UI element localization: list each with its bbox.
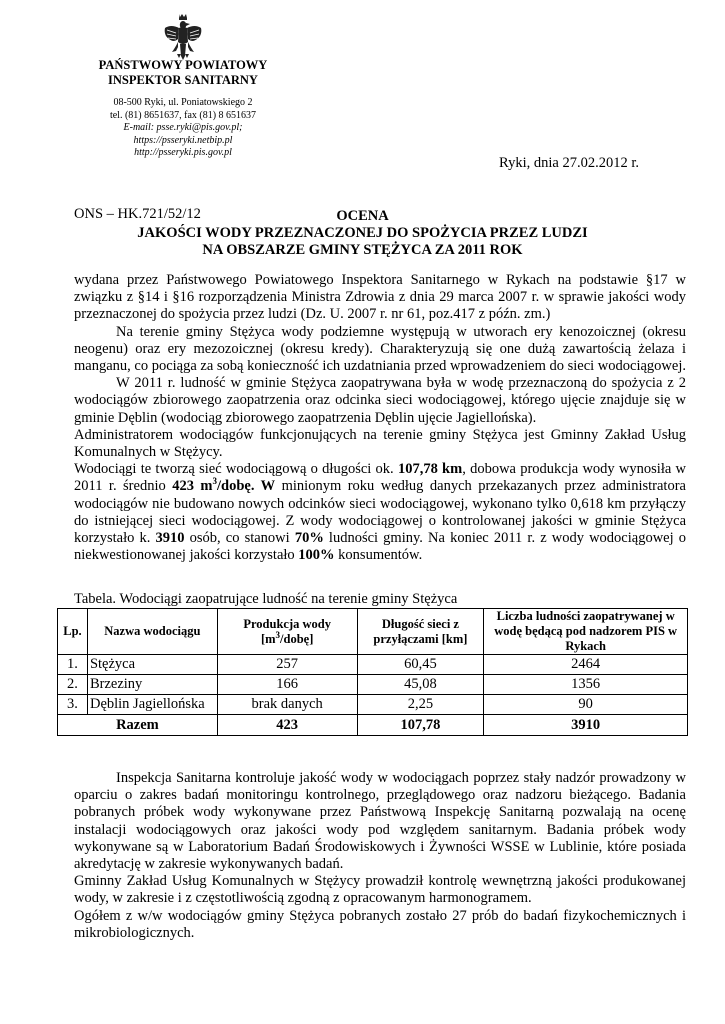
institution-name-line2: INSPEKTOR SANITARNY bbox=[108, 73, 258, 87]
table-row bbox=[58, 675, 688, 695]
institution-name bbox=[60, 58, 306, 88]
text-fragment: /dobę. W bbox=[216, 478, 276, 495]
text-fragment: ludności gminy. Na koniec 2011 r. z wody wodociągowej o niekwestionowanej jakości korzystało bbox=[74, 530, 687, 564]
phone: tel. (81) 8651637, fax (81) 8 651637 bbox=[109, 109, 257, 121]
text-fragment: minionym roku według danych przekazanych przez administratora wodociągów nie budowano nowych odcinków sieci wodociągowej, wykonano tylko 0,618 km przyłączy do istniejącej sieci wodociągowej. Z wody wodociągowej o kontrolowanej jakości w gminie Stężyca korzystało k. bbox=[74, 478, 686, 547]
title-line1: OCENA bbox=[336, 208, 389, 224]
header-text: Produkcja wody bbox=[243, 616, 331, 631]
header-population: Liczba ludności zaopatrywanej w wodę będącą pod nadzorem PIS w Rykach bbox=[484, 609, 688, 655]
text-fragment: osób, co stanowi bbox=[184, 530, 295, 547]
institution-contact bbox=[60, 97, 306, 160]
table-header-row bbox=[58, 609, 688, 655]
cell-name: Brzeziny bbox=[87, 675, 217, 695]
paragraph-legal-basis: wydana przez Państwowego Powiatowego Inspektora Sanitarnego w Rykach na podstawie §17 w związku z §14 i §16 rozporządzenia Ministra Zdrowia z dnia 29 marca 2007 r. w sprawie jakości wody przeznaczonej do spożycia przez ludzi (Dz. U. 2007 r. nr 61, poz.417 z późn. zm.) bbox=[74, 272, 686, 323]
cell-total-production: 423 bbox=[217, 715, 357, 736]
cell-total-label: Razem bbox=[58, 715, 218, 736]
waterworks-table bbox=[57, 608, 688, 736]
network-length-value: 107,78 km bbox=[397, 461, 463, 478]
website-link-2[interactable]: http://psseryki.pis.gov.pl bbox=[134, 147, 232, 159]
document-date: Ryki, dnia 27.02.2012 r. bbox=[499, 155, 639, 171]
polish-eagle-emblem-icon bbox=[163, 14, 203, 60]
cell-population: 2464 bbox=[484, 655, 688, 675]
document-signature: ONS – HK.721/52/12 bbox=[74, 206, 201, 222]
header-text: [m bbox=[260, 631, 276, 646]
superscript: 3 bbox=[275, 629, 281, 640]
paragraph-samples: Ogółem z w/w wodociągów gminy Stężyca pobranych zostało 27 prób do badań fizykochemicznych i mikrobiologicznych. bbox=[74, 907, 686, 941]
header-length: Długość sieci z przyłączami [km] bbox=[357, 609, 484, 655]
cell-length: 45,08 bbox=[357, 675, 484, 695]
cell-length: 2,25 bbox=[357, 695, 484, 715]
paragraph-inspection: Inspekcja Sanitarna kontroluje jakość wody w wodociągach poprzez stały nadzór prowadzony w oparciu o zakres badań monitoringu kontrolnego, przeglądowego oraz nadzoru bieżącego. Badania pobranych próbek wody wykonywane przez Państwową Inspekcję Sanitarną pozwalają na ocenę instalacji wodociągowych oraz jakości wody pod względem sanitarnym. Badania próbek wody wykonywane są w Laboratorium Badań Środowiskowych i Żywności WSSE w Lublinie, które posiada akredytację w zakresie wykonywanych badań. bbox=[74, 770, 686, 873]
paragraph-geology: Na terenie gminy Stężyca wody podziemne występują w utworach ery kenozoicznej (okresu neogenu) oraz ery mezozoicznej (okresu kredy). Charakteryzują się one dużą zawartością żelaza i manganu, co pociąga za sobą konieczność ich uzdatniania przed wprowadzeniem do sieci wodociągowej. bbox=[74, 323, 686, 375]
cell-lp: 2. bbox=[58, 675, 88, 695]
website-link-1[interactable]: https://psseryki.netbip.pl bbox=[133, 134, 233, 146]
population-value: 3910 bbox=[155, 530, 185, 547]
paragraph-internal-control: Gminny Zakład Usług Komunalnych w Stężycy prowadził kontrolę wewnętrzną jakości produkowanej wody, w zakresie i z częstotliwością zgodną z opracowanym harmonogramem. bbox=[74, 873, 686, 907]
title-line2: JAKOŚCI WODY PRZEZNACZONEJ DO SPOŻYCIA PRZEZ LUDZI bbox=[137, 225, 588, 241]
cell-total-population: 3910 bbox=[484, 715, 688, 736]
quality-percent-value: 100% bbox=[298, 547, 335, 564]
cell-lp: 1. bbox=[58, 655, 88, 675]
cell-lp: 3. bbox=[58, 695, 88, 715]
institution-name-line1: PAŃSTWOWY POWIATOWY bbox=[98, 58, 268, 72]
cell-population: 90 bbox=[484, 695, 688, 715]
text-fragment: Wodociągi te tworzą sieć wodociągową o długości ok. bbox=[74, 461, 398, 478]
paragraph-network bbox=[74, 461, 686, 564]
table-caption: Tabela. Wodociągi zaopatrujące ludność na terenie gminy Stężyca bbox=[74, 591, 458, 607]
control-section bbox=[74, 770, 686, 942]
document-title bbox=[60, 208, 665, 259]
email: E-mail: psse.ryki@pis.gov.pl; bbox=[123, 122, 243, 134]
cell-name: Dęblin Jagiellońska bbox=[87, 695, 217, 715]
text-fragment: konsumentów. bbox=[334, 547, 423, 564]
paragraph-supply: W 2011 r. ludność w gminie Stężyca zaopatrywana była w wodę przeznaczoną do spożycia z 2 wodociągów zbiorowego zaopatrzenia oraz odcinka sieci wodociągowej, którego ujęcie znajduje się w gminie Dęblin (wodociąg zbiorowego zaopatrzenia Dęblin ujęcie Jagiellońska). bbox=[74, 375, 686, 426]
cell-production: 257 bbox=[217, 655, 357, 675]
address: 08-500 Ryki, ul. Poniatowskiego 2 bbox=[113, 97, 253, 108]
text-fragment: 423 m bbox=[172, 478, 213, 495]
daily-production-value bbox=[172, 478, 275, 494]
superscript: 3 bbox=[212, 476, 217, 487]
intro-section bbox=[74, 272, 686, 564]
cell-production: brak danych bbox=[217, 695, 357, 715]
cell-name: Stężyca bbox=[87, 655, 217, 675]
cell-production: 166 bbox=[217, 675, 357, 695]
cell-population: 1356 bbox=[484, 675, 688, 695]
cell-total-length: 107,78 bbox=[357, 715, 484, 736]
table-row bbox=[58, 695, 688, 715]
text-fragment: , dobowa produkcja wody wynosiła w 2011 r. średnio bbox=[74, 461, 686, 495]
cell-length: 60,45 bbox=[357, 655, 484, 675]
header-name: Nazwa wodociągu bbox=[87, 609, 217, 655]
title-line3: NA OBSZARZE GMINY STĘŻYCA ZA 2011 ROK bbox=[202, 242, 523, 258]
header-production bbox=[217, 609, 357, 655]
header-text: /dobę] bbox=[280, 631, 314, 646]
paragraph-administrator: Administratorem wodociągów funkcjonujących na terenie gminy Stężyca jest Gminny Zakład Usług Komunalnych w Stężycy. bbox=[74, 426, 686, 461]
table-total-row bbox=[58, 715, 688, 736]
header-lp: Lp. bbox=[58, 609, 88, 655]
table-row bbox=[58, 655, 688, 675]
population-percent-value: 70% bbox=[294, 530, 324, 547]
